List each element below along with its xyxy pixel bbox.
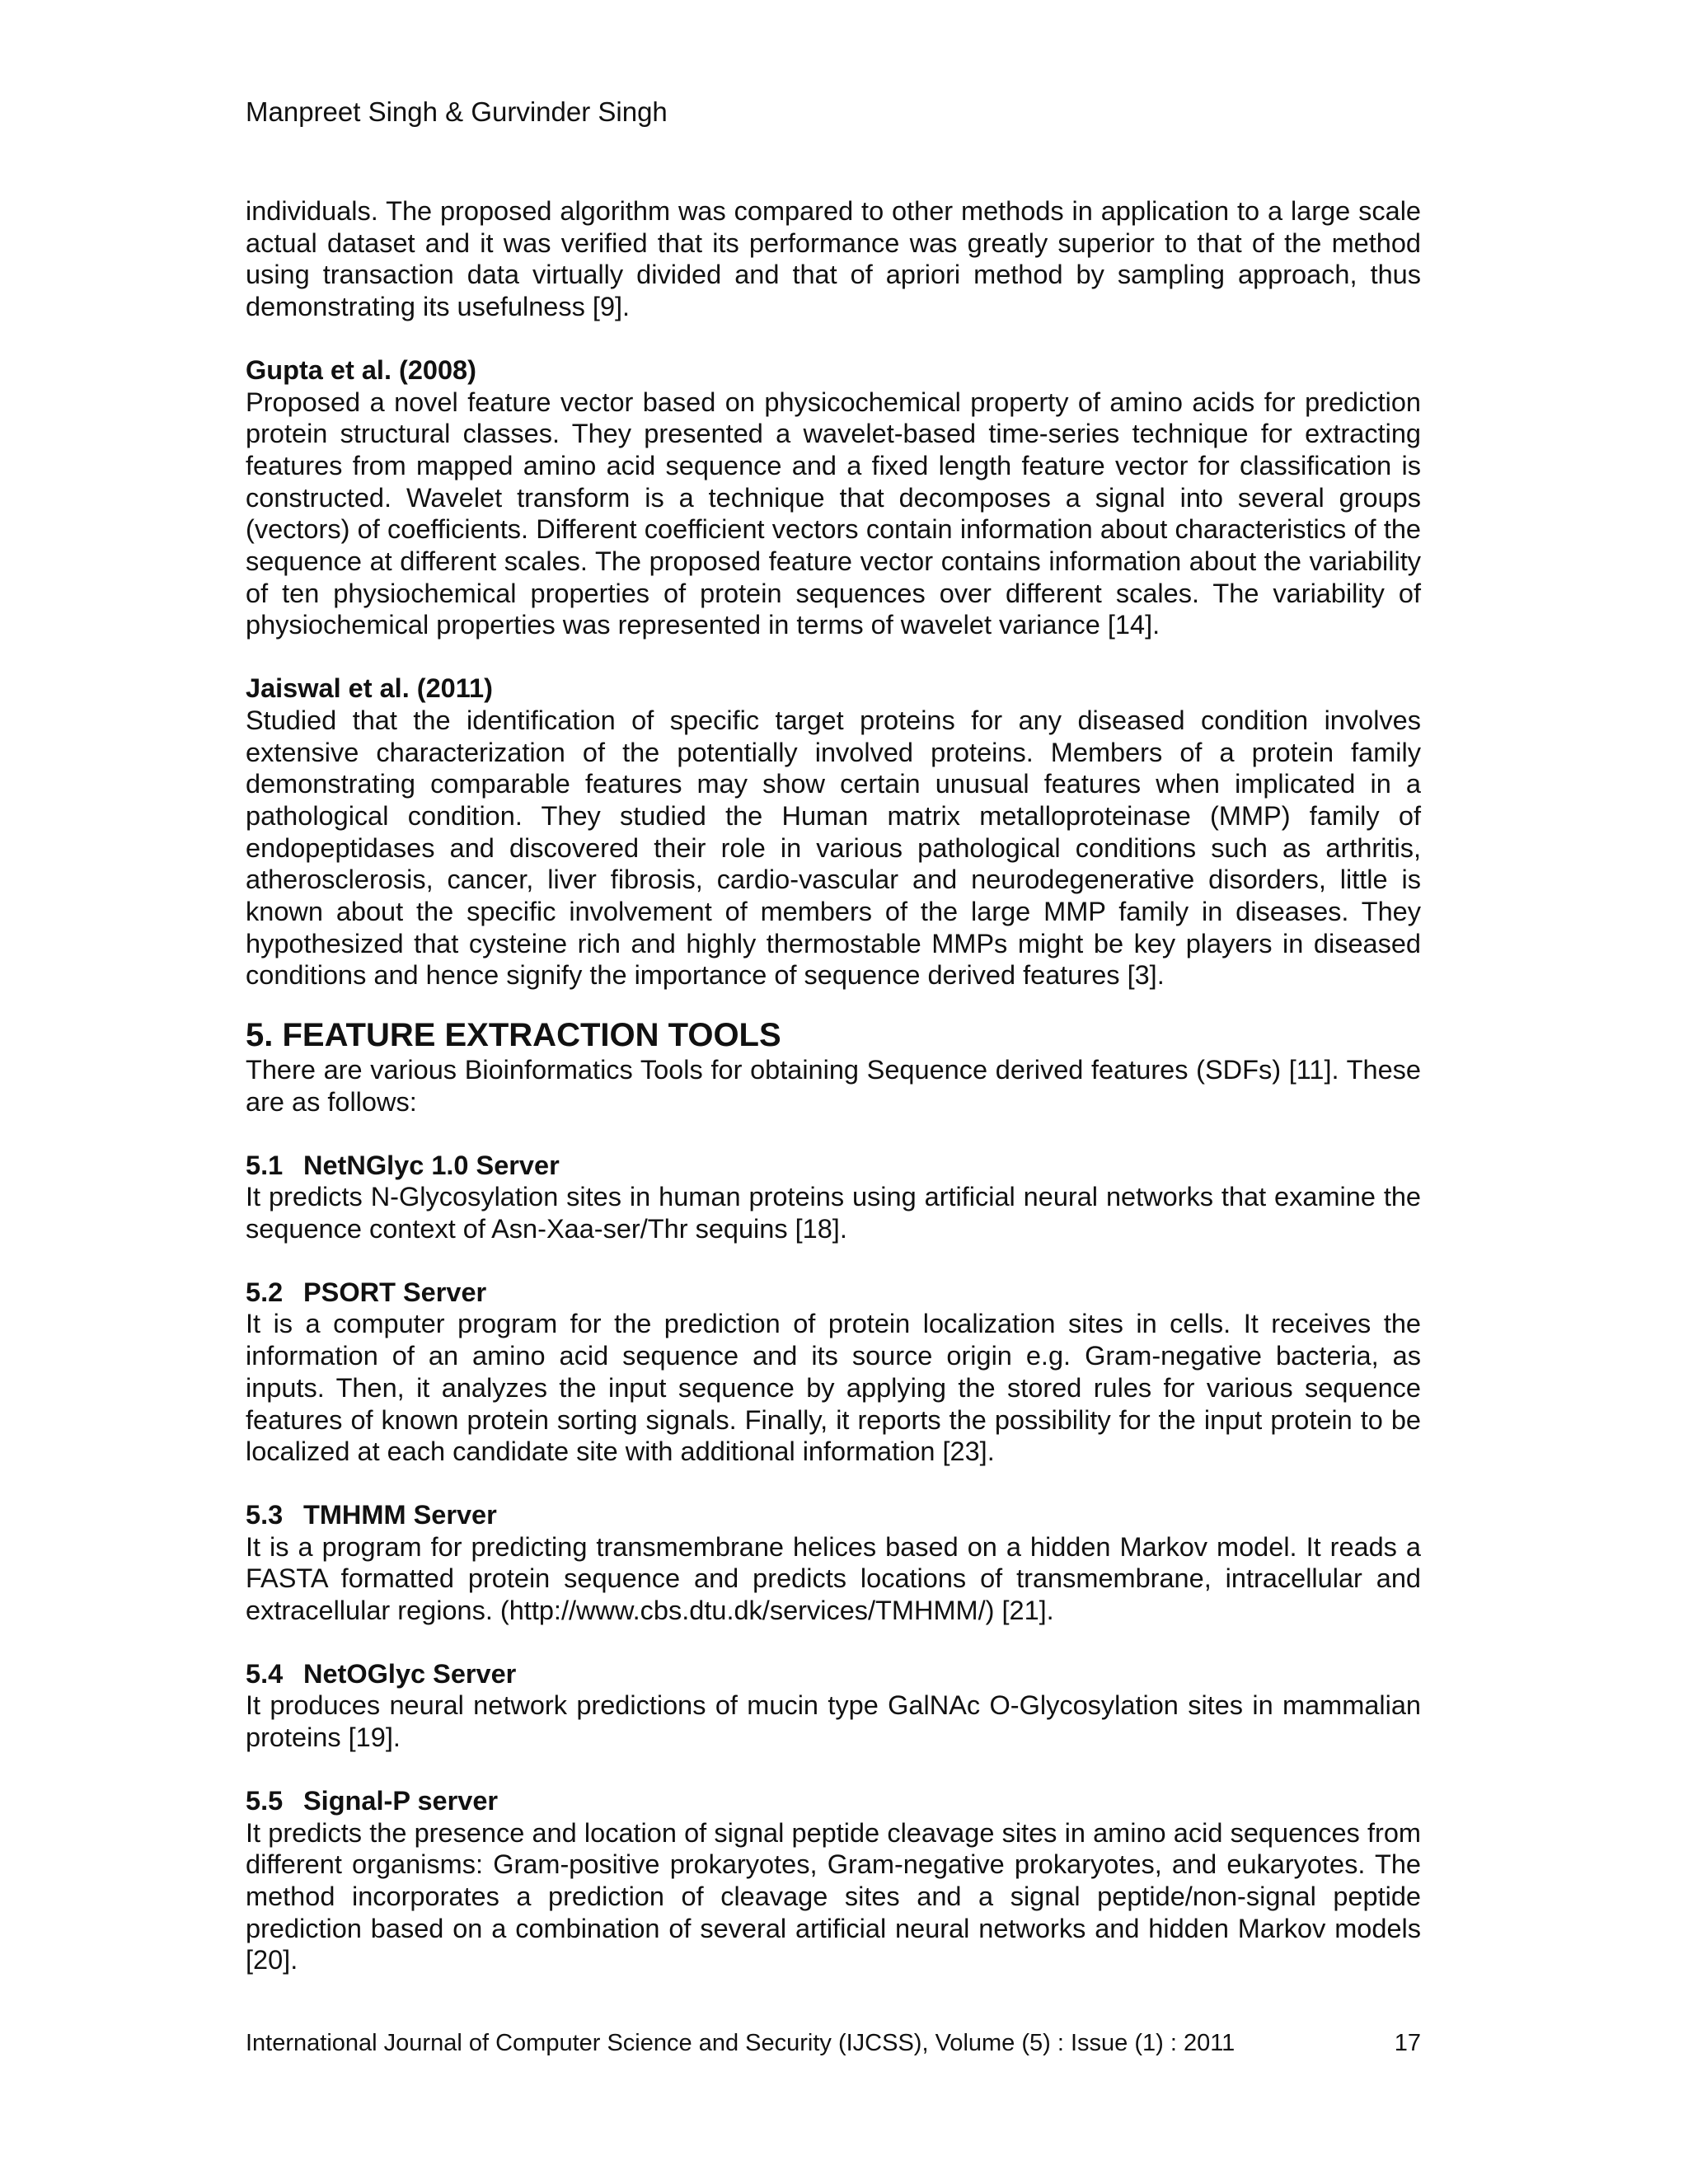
- subsection-5-1: [246, 1150, 1421, 1245]
- running-header-authors: Manpreet Singh & Gurvinder Singh: [246, 96, 668, 127]
- subsection-number: 5.5: [246, 1785, 284, 1816]
- section-intro-paragraph: There are various Bioinformatics Tools for obtaining Sequence derived features (SDFs) [11]. These are as follows:: [246, 1055, 1421, 1117]
- subsection-paragraph: It predicts N-Glycosylation sites in human proteins using artificial neural networks that examine the sequence context of Asn-Xaa-ser/Thr sequins [18].: [246, 1182, 1421, 1244]
- subsection-paragraph: It produces neural network predictions of mucin type GalNAc O-Glycosylation sites in mammalian proteins [19].: [246, 1690, 1421, 1753]
- section-heading: 5. FEATURE EXTRACTION TOOLS: [246, 1017, 781, 1054]
- footer-journal-citation: International Journal of Computer Science and Security (IJCSS), Volume (5) : Issue (1) : 2011: [246, 2030, 1236, 2056]
- page-body: [246, 195, 1421, 2008]
- subsection-number: 5.1: [246, 1150, 284, 1180]
- subsection-paragraph: It is a program for predicting transmembrane helices based on a hidden Markov model. It reads a FASTA formatted protein sequence and predicts locations of transmembrane, intracellular and extracellular regions. (http://www.cbs.dtu.dk/services/TMHMM/) [21].: [246, 1531, 1421, 1626]
- intro-paragraph: individuals. The proposed algorithm was compared to other methods in application to a large scale actual dataset and it was verified that its performance was greatly superior to that of the method using transaction data virtually divided and that of apriori method by sampling approach, thus demonstrating its usefulness [9].: [246, 196, 1421, 322]
- page-footer: [246, 2028, 1421, 2058]
- entry-title: Gupta et al. (2008): [246, 354, 476, 385]
- subsection-5-5: [246, 1785, 1421, 1976]
- entry-paragraph: Proposed a novel feature vector based on physicochemical property of amino acids for prediction protein structural classes. They presented a wavelet-based time-series technique for extracting features from mapped amino acid sequence and a fixed length feature vector for classification is constructed. Wavelet transform is a technique that decomposes a signal into several groups (vectors) of coefficients. Different coefficient vectors contain information about characteristics of the sequence at different scales. The proposed feature vector contains information about the variability of ten physiochemical properties of protein sequences over different scales. The variability of physiochemical properties was represented in terms of wavelet variance [14].: [246, 387, 1421, 640]
- subsection-number: 5.4: [246, 1658, 284, 1689]
- subsection-heading: [246, 1150, 1421, 1182]
- subsection-paragraph: It is a computer program for the prediction of protein localization sites in cells. It receives the information of an amino acid sequence and its source origin e.g. Gram-negative bacteria, as inputs. Then, it analyzes the input sequence by applying the stored rules for various sequence features of known protein sorting signals. Finally, it reports the possibility for the input protein to be localized at each candidate site with additional information [23].: [246, 1309, 1421, 1467]
- subsection-number: 5.3: [246, 1499, 284, 1530]
- subsection-5-3: [246, 1499, 1421, 1627]
- intro-paragraph-block: [246, 195, 1421, 323]
- subsection-heading: [246, 1785, 1421, 1817]
- entry-title: Jaiswal et al. (2011): [246, 673, 493, 704]
- subsection-title: NetNGlyc 1.0 Server: [303, 1150, 560, 1180]
- subsection-paragraph: It predicts the presence and location of signal peptide cleavage sites in amino acid sequences from different organisms: Gram-positive prokaryotes, Gram-negative prokaryotes, and eukaryotes. The method incorporates a prediction of cleavage sites and a signal peptide/non-signal peptide prediction based on a combination of several artificial neural networks and hidden Markov models [20].: [246, 1817, 1421, 1975]
- subsection-5-2: [246, 1277, 1421, 1468]
- subsection-heading: [246, 1658, 1421, 1690]
- subsection-number: 5.2: [246, 1277, 284, 1307]
- subsection-title: PSORT Server: [303, 1277, 487, 1307]
- subsection-heading: [246, 1499, 1421, 1531]
- entry-jaiswal: [246, 673, 1421, 991]
- subsection-title: NetOGlyc Server: [303, 1658, 517, 1689]
- subsection-heading: [246, 1277, 1421, 1309]
- page-number: 17: [1394, 2030, 1421, 2056]
- subsection-title: Signal-P server: [303, 1785, 499, 1816]
- entry-paragraph: Studied that the identification of specific target proteins for any diseased condition involves extensive characterization of the potentially involved proteins. Members of a protein family demonstrating comparable features may show certain unusual features when implicated in a pathological condition. They studied the Human matrix metalloproteinase (MMP) family of endopeptidases and discovered their role in various pathological conditions such as arthritis, atherosclerosis, cancer, liver fibrosis, cardio-vascular and neurodegenerative disorders, little is known about the specific involvement of members of the large MMP family in diseases. They hypothesized that cysteine rich and highly thermostable MMPs might be key players in diseased conditions and hence signify the importance of sequence derived features [3].: [246, 705, 1421, 991]
- subsection-5-4: [246, 1658, 1421, 1754]
- section-5: [246, 1016, 1421, 1118]
- entry-gupta: [246, 354, 1421, 641]
- subsection-title: TMHMM Server: [303, 1499, 497, 1530]
